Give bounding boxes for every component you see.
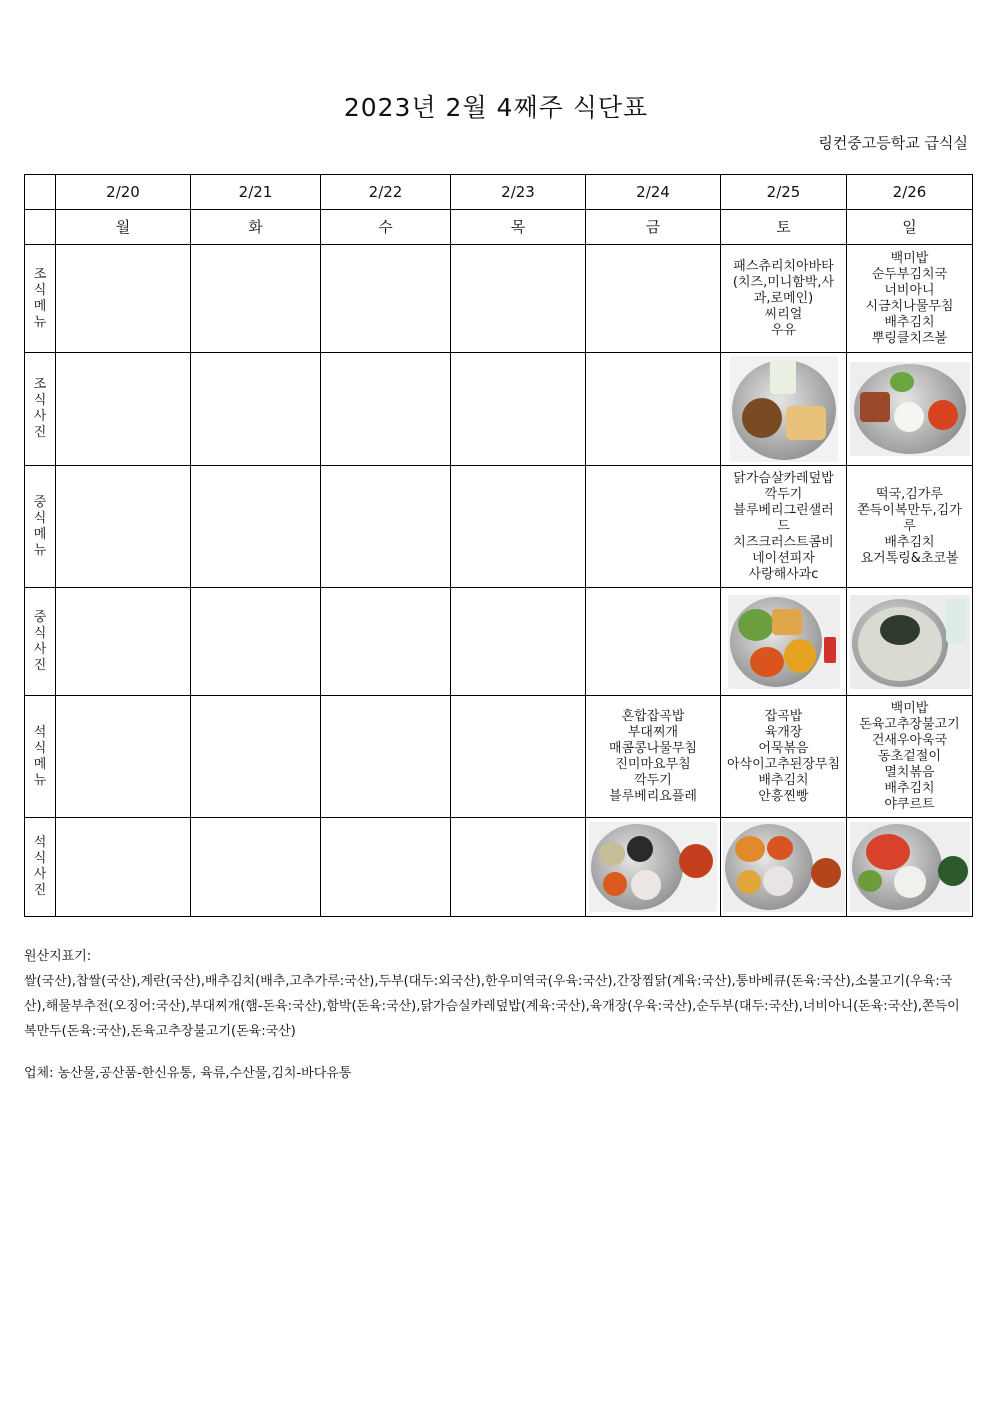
row-label-text: 중식사진 (33, 609, 47, 673)
food-photo (850, 362, 970, 456)
food-photo (730, 356, 838, 462)
menu-cell-breakfast-sat: 패스츄리치아바타 (치즈,미니함박,사 과,로메인) 씨리얼 우유 (721, 245, 847, 353)
date-cell: 2/25 (721, 175, 847, 210)
school-name: 링컨중고등학교 급식실 (818, 134, 968, 152)
menu-cell-dinner-sat: 잡곡밥 육개장 어묵볶음 아삭이고추된장무침 배추김치 안흥찐빵 (721, 696, 847, 818)
menu-cell-dinner-fri: 혼합잡곡밥 부대찌개 매콤콩나물무침 진미마요무침 깍두기 블루베리요플레 (586, 696, 721, 818)
day-cell: 수 (321, 210, 451, 245)
origin-title: 원산지표기: (24, 949, 92, 964)
menu-cell-dinner-sun: 백미밥 돈육고추장불고기 건새우아욱국 동초겉절이 멸치볶음 배추김치 야쿠르트 (847, 696, 973, 818)
dinner-photo-row (25, 818, 973, 917)
photo-cell (847, 353, 973, 466)
date-cell: 2/21 (191, 175, 321, 210)
breakfast-menu-row (25, 245, 973, 353)
row-label (25, 353, 56, 466)
row-label (25, 466, 56, 588)
lunch-photo-row (25, 588, 973, 696)
row-label-text: 석식메뉴 (33, 724, 47, 788)
food-photo (728, 595, 840, 689)
menu-table (24, 174, 973, 917)
photo-cell (847, 588, 973, 696)
food-photo (850, 595, 970, 689)
day-cell: 화 (191, 210, 321, 245)
date-cell: 2/24 (586, 175, 721, 210)
row-label-text: 조식메뉴 (33, 266, 47, 330)
vendor-info: 업체: 농산물,공산품-한신유통, 육류,수산물,김치-바다유통 (24, 1066, 352, 1081)
photo-cell (721, 588, 847, 696)
origin-text: 쌀(국산),찹쌀(국산),계란(국산),배추김치(배추,고추가루:국산),두부(대두:외국산),한우미역국(우육:국산),간장찜닭(계육:국산),통바베큐(돈육:국산),소불고기(우육:국산),해물부추전(오징어:국산),부대찌개(햄-돈육:국산),함박(돈육:국산),닭가슴실카레덮밥(계육:국산),육개장(우육:국산),순두부(대두:국산),너비아니(돈육:국산),쫀득이복만두(돈육:국산),돈육고추장불고기(돈육:국산) (24, 974, 960, 1039)
day-cell: 일 (847, 210, 973, 245)
day-row (25, 210, 973, 245)
lunch-menu-row (25, 466, 973, 588)
food-photo (850, 822, 970, 912)
row-label-text: 중식메뉴 (33, 494, 47, 558)
photo-cell (721, 818, 847, 917)
menu-cell-breakfast-sun: 백미밥 순두부김치국 너비아니 시금치나물무침 배추김치 뿌링클치즈볼 (847, 245, 973, 353)
day-cell: 목 (451, 210, 586, 245)
corner-cell (25, 210, 56, 245)
menu-cell-lunch-sat: 닭가슴살카레덮밥 깍두기 블루베리그린샐러 드 치즈크러스트콤비 네이션피자 사랑해사과c (721, 466, 847, 588)
corner-cell (25, 175, 56, 210)
photo-cell (721, 353, 847, 466)
dinner-menu-row (25, 696, 973, 818)
page-title: 2023년 2월 4째주 식단표 (343, 93, 649, 122)
photo-cell (586, 818, 721, 917)
date-cell: 2/22 (321, 175, 451, 210)
day-cell: 월 (56, 210, 191, 245)
food-photo (589, 822, 717, 912)
row-label-text: 조식사진 (33, 377, 47, 440)
photo-cell (847, 818, 973, 917)
date-cell: 2/20 (56, 175, 191, 210)
day-cell: 토 (721, 210, 847, 245)
date-row (25, 175, 973, 210)
row-label (25, 696, 56, 818)
origin-notes (24, 944, 972, 1044)
menu-cell-lunch-sun: 떡국,김가루 쫀득이복만두,김가 루 배추김치 요거톡링&초코볼 (847, 466, 973, 588)
row-label (25, 588, 56, 696)
row-label-text: 석식사진 (33, 835, 47, 898)
date-cell: 2/23 (451, 175, 586, 210)
breakfast-photo-row (25, 353, 973, 466)
day-cell: 금 (586, 210, 721, 245)
food-photo (723, 822, 845, 912)
date-cell: 2/26 (847, 175, 973, 210)
row-label (25, 818, 56, 917)
row-label (25, 245, 56, 353)
